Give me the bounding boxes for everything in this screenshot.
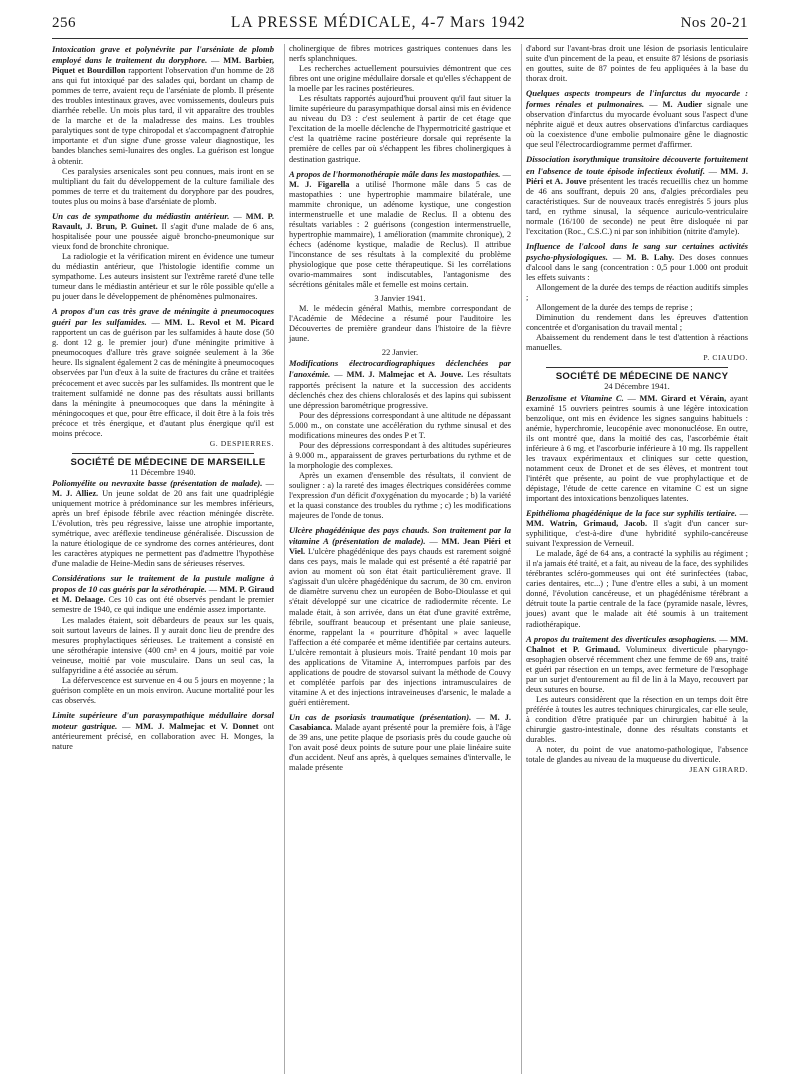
article-paragraph: La radiologie et la vérification mirent en évidence une tumeur du médiastin antérieur, que l'histologie identifie comme un sympathome. Les auteurs insistent sur l'extrême rareté d'une telle tumeur dans le médiastin antérieur et sur le rôle possible qu'elle a pu jouer dans le développement de phénomènes pulmonaires. <box>52 251 274 302</box>
article-paragraph: Un cas de sympathome du médiastin antérieur. — MM. P. Ravault, J. Brun, P. Guinet. Il s'agit d'une malade de 6 ans, hospitalisée pour une poussée aiguë broncho-pneumonique sur vieux fond de bronchite chronique. <box>52 210 274 251</box>
article-text: rapportent un cas de guérison par les sulfamides à haute dose (50 g. dont 12 g. le premier jour) d'une méningite primitive à pneumocoques d'allure très grave soignée seulement à la 36e heure. Ils signalent également 2 cas de méningite à pneumocoques observées par l'un d'eux à la suite de fractures du crâne et traitées précocement et avec succès par les sulfamides. Ils montrent que le traitement sulfamidé ne donne pas des résultats aussi brillants dans la méningite à pneumocoques que dans la méningite à méningocoques et que, pour être efficace, il doit être à la fois très précoce et très énergique, et d'autant plus énergique qu'il est moins précoce. <box>52 328 274 438</box>
article-authors: MM. J. Piéri et A. Jouve <box>526 166 748 186</box>
article-paragraph: Dissociation isorythmique transitoire découverte fortuitement en l'absence de toute épisode infectieux évolutif. — MM. J. Piéri et A. Jouve présentent les tracés recueillis chez un homme de 46 ans souffrant, depuis 20 ans, d'algies précordiales peu caractéristiques. Sur de nouveaux tracés enregistrés 5 jours plus tard, en rythme sinusal, la séquence auriculo-ventriculaire normale (16/100 de seconde) ne peut être disloquée ni par l'excitation (Roc., C.S.C.) ni par son inhibition (nitrite d'amyle). <box>526 154 748 236</box>
article-authors: MM. L. Revol et M. Picard <box>164 318 274 328</box>
article-paragraph: Limite supérieure d'un parasympathique médullaire dorsal moteur gastrique. — MM. J. Malmejac et V. Donnet ont antérieurement précisé, en collaboration avec H. Monges, la nature <box>52 709 274 752</box>
article-authors: M. Audier <box>662 100 703 110</box>
article-title: Ulcère phagédénique des pays chauds. Son traitement par la vitamine A (présentation de malade). <box>289 525 511 547</box>
article-text: rapportent l'observation d'un homme de 28 ans qui fut intoxiqué par des salades qui, bordant un champ de pommes de terre, avaient reçu de l'arséniate de plomb. Il présente des troubles intestinaux graves, avec vomissements, douleurs puis diarrhée rebelle. Un mois plus tard, il vit apparaître des troubles de la marche et de la maladresse des mains. Les troubles paralytiques sont de type chiropodal et s'accompagnent d'atrophie importante et d'un signe d'une grosse valeur diagnostique, les bandes blanches semi-lunaires des ongles. La guérison est longue à obtenir. <box>52 66 274 166</box>
header-rule <box>52 38 748 39</box>
article-paragraph: Influence de l'alcool dans le sang sur certaines activités psycho-physiologiques. — M. B. Lahy. Des doses connues d'alcool dans le sang (concentration : 0,5 pour 1.000 ont produit les effets suivants : <box>526 240 748 282</box>
article-paragraph: Benzolisme et Vitamine C. — MM. Girard et Vérain, ayant examiné 15 ouvriers peintres soumis à une légère intoxication benzolique, ont mis en évidence les signes sanguins habituels : anémie, hyperchromie, leucopénie avec mononucléose. En outre, ils ont montré que, dans la moitié des cas, l'ascorbémie était inférieure à 6 mg. et l'ascorburie inférieure à 10 mg. Ils rappellent les travaux expérimentaux et cliniques sur cette question, notamment ceux de Dronet et de ses élèves, et montrent tout l'intérêt que présente, au point de vue prophylactique et de dépistage, l'étude de cette carence en vitamine C est un signe important des intoxications benzoliques latentes. <box>526 392 748 503</box>
article-authors: MM. J. Malmejac et V. Donnet <box>135 722 259 731</box>
article-paragraph: M. le médecin général Mathis, membre correspondant de l'Académie de Médecine a résumé pour l'auditoire les Découvertes de première grandeur dans l'histoire de la fièvre jaune. <box>289 304 511 344</box>
article-title: Limite supérieure d'un parasympathique médullaire dorsal moteur gastrique. <box>52 709 274 731</box>
issue-number: Nos 20-21 <box>680 15 748 31</box>
article-text: a utilisé l'hormone mâle dans 5 cas de mastopathies : une hypertrophie mammaire bilatérale, une mammite chronique, un adénome kystique, une congestion intermenstruelle et une maladie de Reclus. Il a obtenu des résultats variables : 2 guérisons (congestion intermenstruelle, hypertrophie mammaire), 1 amélioration (mammite chronique), 2 échecs (adénome kystique, maladie de Reclus). Il attribue l'inconstance de ses résultats à la complexité du problème physiologique que pose cette thérapeutique. Si les corrélations ovario-mammaires sont indiscutables, l'antagonisme des sécrétions génitales mâle et femelle est moins certain. <box>289 179 511 290</box>
article-paragraph: Diminution du rendement dans les épreuves d'attention concentrée et d'organisation du travail mental ; <box>526 313 748 333</box>
section-title: SOCIÉTÉ DE MÉDECINE DE NANCY <box>555 371 729 383</box>
article-title: Epithélioma phagédénique de la face sur syphilis tertiaire. <box>526 508 737 519</box>
section-title: SOCIÉTÉ DE MÉDECINE DE MARSEILLE <box>70 456 266 468</box>
article-paragraph: A propos de l'hormonothérapie mâle dans les mastopathies. — M. J. Figarella a utilisé l'hormone mâle dans 5 cas de mastopathies : une hypertrophie mammaire bilatérale, une mammite chronique, un adénome kystique, une congestion intermenstruelle et une maladie de Reclus. Il a obtenu des résultats variables : 2 guérisons (congestion intermenstruelle, hypertrophie mammaire), 1 amélioration (mammite chronique), 2 échecs (adénome kystique, maladie de Reclus). Il attribue l'inconstance de ses résultats à la complexité du problème physiologique que pose cette thérapeutique. Si les corrélations ovario-mammaires sont indiscutables, l'antagonisme des sécrétions génitales mâle et femelle est moins certain. <box>289 168 511 290</box>
article-text: ayant examiné 15 ouvriers peintres soumis à une légère intoxication benzolique, ont mis en évidence les signes sanguins habituels : anémie, hyperchromie, leucopénie avec mononucléose. En outre, ils ont montré que, dans la moitié des cas, l'ascorbémie était inférieure à 6 mg. et l'ascorburie inférieure à 10 mg. Ils rappellent les travaux expérimentaux et cliniques sur cette question, notamment ceux de Dronet et de ses élèves, et montrent tout l'intérêt que présente, au point de vue prophylactique et de dépistage, l'étude de cette carence en vitamine C est un signe important des intoxications benzoliques latentes. <box>526 393 748 503</box>
article-paragraph: Les résultats rapportés aujourd'hui prouvent qu'il faut situer la limite supérieure du parasympathique dorsal ainsi mis en évidence au niveau du D3 : c'est seulement à partir de cet étage que l'excitation de la moelle déclenche de l'hypermotricité gastrique et c'est la quatrième racine postérieure dorsale qui représente la première de celles par où s'échappent les fibres cholinergiques à destination gastrique. <box>289 94 511 164</box>
article-paragraph: Quelques aspects trompeurs de l'infarctus du myocarde : formes rénales et pulmonaires. — M. Audier signale une observation d'infarctus du myocarde évoluant sous l'aspect d'une néphrite aiguë et deux autres observations d'infarctus cardiaques où la coexistence d'une embolie pulmonaire gêne le diagnostic que seul l'électrocardiogramme permet d'affirmer. <box>526 88 748 150</box>
article-title: Un cas de sympathome du médiastin antérieur. <box>52 210 230 221</box>
article-paragraph: Pour des dépressions correspondant à une altitude ne dépassant 5.000 m., on constate une accélération du rythme sinusal et des modifications mineures des ondes P et T. <box>289 410 511 440</box>
article-authors: MM. Jean Piéri et Viel. <box>289 537 511 557</box>
article-title: A propos de l'hormonothérapie mâle dans les mastopathies. <box>289 168 501 179</box>
article-title: Quelques aspects trompeurs de l'infarctus du myocarde : formes rénales et pulmonaires. <box>526 88 748 110</box>
article-text: Il s'agit d'une malade de 6 ans, hospitalisée pour une poussée aiguë broncho-pneumonique sur vieux fond de bronchite chronique. <box>52 221 274 251</box>
article-paragraph: Intoxication grave et polynévrite par l'arséniate de plomb employé dans le traitement du doryphore. — MM. Barbier, Piquet et Bourdillon rapportent l'observation d'un homme de 28 ans qui fut intoxiqué par des salades qui, bordant un champ de pommes de terre, avaient reçu de l'arséniate de plomb. Il présente des troubles intestinaux graves, avec vomissements, douleurs puis diarrhée rebelle. Un mois plus tard, il vit apparaître des troubles de la marche et de la maladresse des mains. Les troubles paralytiques sont de type chiropodal et s'accompagnent d'atrophie importante et d'un signe d'une grosse valeur diagnostique, les bandes blanches semi-lunaires des ongles. La guérison est longue à obtenir. <box>52 44 274 166</box>
article-paragraph: La défervescence est survenue en 4 ou 5 jours en moyenne ; la guérison complète en un mois environ. Aucune mortalité pour les cas observés. <box>52 675 274 705</box>
article-paragraph: Un cas de psoriasis traumatique (présentation). — M. J. Casabianca. Malade ayant présenté pour la première fois, à l'âge de 39 ans, une petite plaque de psoriasis près du coude gauche où l'on avait posé deux points de suture pour une plaie linéaire suite d'un accident. Neuf ans après, à quelques semaines d'intervalle, le malade présente <box>289 712 511 773</box>
article-text: L'ulcère phagédénique des pays chauds est rarement soigné dans ces pays, mais le malade qui est présenté a été rapatrié par avion au moment où son état était particulièrement grave. Il s'agissait d'un ulcère phagédénique du sacrum, de 30 cm. environ de diamètre survenu chez un européen de Bobo-Dioulasse et qui s'était développé sur une cicatrice de radiodermite récente. Le malade était, à son arrivée, dans un état d'une gravité extrême, fébrile, souffrant beaucoup et présentant une plaie sanieuse, énorme, rappelant la « pourriture d'hôpital » avec laquelle l'affection a été comparée et même identifiée par certains auteurs. L'ulcère remontait à plusieurs mois. Traité pendant 10 mois par des applications de Vitamine A, interrompues parfois par des applications de poudre de stovarsol suivant la méthode de Couvy et complétée parfois par des injections intramusculaires de vitamine A et des injections intraveineuses d'arsenic, le malade a guéri entièrement. <box>289 547 511 707</box>
article-paragraph: Les auteurs considèrent que la résection en un temps doit être préférée à toutes les autres techniques chirurgicales, car elle seule, à condition d'être pratiquée par un chirurgien habitué à la chirurgie gastro-intestinale, donne des résultats constants et durables. <box>526 694 748 745</box>
section-divider <box>546 367 728 368</box>
article-paragraph: Considérations sur le traitement de la pustule maligne à propos de 10 cas guéris par la sérothérapie. — MM. P. Giraud et M. Delaage. Ces 10 cas ont été observés pendant le premier semestre de 1940, ce qui indique une endémie assez importante. <box>52 573 274 615</box>
session-date: 24 Décembre 1941. <box>604 382 670 392</box>
page-header <box>52 14 748 36</box>
article-authors: M. J. Casabianca. <box>289 713 511 733</box>
article-title: Un cas de psoriasis traumatique (présentation). <box>289 712 472 722</box>
journal-title: LA PRESSE MÉDICALE, <box>230 14 417 31</box>
article-columns <box>52 44 748 1074</box>
article-paragraph: Modifications électrocardiographiques déclenchées par l'anoxémie. — MM. J. Malmejac et A. Jouve. Les résultats rapportés précisent la nature et la succession des accidents déclenchés chez des chiens chloralosés et des lapins qui subissent une dépression barométrique progressive. <box>289 358 511 410</box>
article-paragraph: Le malade, âgé de 64 ans, a contracté la syphilis au régiment ; il n'a jamais été traité, et a fait, au niveau de la face, des syphilides térébrantes scléro-gommeuses qui ont été surinfectées (tabac, caries dentaires, etc...) ; l'une d'entre elles a subi, à un moment donné, l'évolution cancéreuse, et un phagédénisme térébrant a détruit toute la partie centrale de la face (pyramide nasale, lèvres, joues) avant que le malade ait été soumis à un traitement radiothérapique. <box>526 549 748 629</box>
article-text: signale une observation d'infarctus du myocarde évoluant sous l'aspect d'une néphrite aiguë et deux autres observations d'infarctus cardiaques où la coexistence d'une embolie pulmonaire gêne le diagnostic que seul l'électrocardiogramme permet d'affirmer. <box>526 100 748 150</box>
article-paragraph: A propos d'un cas très grave de méningite à pneumocoques guéri par les sulfamides. — MM. L. Revol et M. Picard rapportent un cas de guérison par les sulfamides à haute dose (50 g. dont 12 g. le premier jour) d'une méningite primitive à pneumocoques d'allure très grave soignée seulement à la 36e heure. Ils signalent également 2 cas de méningite à pneumocoques observées par l'un d'eux à la suite de fractures du crâne et traitées précocement et avec succès par les sulfamides. Ils montrent que le traitement sulfamidé ne donne pas des résultats aussi brillants dans la méningite à pneumocoques que dans la méningite à méningocoques et que, pour être efficace, il doit être à la fois très précoce et très énergique, et d'autant plus énergique qu'il est moins précoce. <box>52 306 274 438</box>
article-paragraph: cholinergique de fibres motrices gastriques contenues dans les nerfs splanchniques. <box>289 44 511 64</box>
session-date: 3 Janvier 1941. <box>374 294 426 304</box>
article-title: Benzolisme et Vitamine C. <box>526 392 624 403</box>
article-title: Influence de l'alcool dans le sang sur certaines activités psycho-physiologiques. <box>526 240 748 262</box>
article-paragraph: Après un examen d'ensemble des résultats, il convient de souligner : a) la rareté des images électriques considérées comme l'expression d'un déficit d'oxygénation du myocarde ; b) la variété et la quasi constance des troubles du rythme ; c) les modifications majeures de l'onde de tonus. <box>289 470 511 521</box>
column-3 <box>521 44 748 1074</box>
article-authors: MM. P. Ravault, J. Brun, P. Guinet. <box>52 211 274 231</box>
article-title: A propos du traitement des diverticules œsophagiens. <box>526 633 717 644</box>
article-title: Modifications électrocardiographiques déclenchées par l'anoxémie. <box>289 358 511 380</box>
article-paragraph: Ulcère phagédénique des pays chauds. Son traitement par la vitamine A (présentation de malade). — MM. Jean Piéri et Viel. L'ulcère phagédénique des pays chauds est rarement soigné dans ces pays, mais le malade qui est présenté a été rapatrié par avion au moment où son état était particulièrement grave. Il s'agissait d'un ulcère phagédénique du sacrum, de 30 cm. environ de diamètre survenu chez un européen de Bobo-Dioulasse et qui s'était développé sur une cicatrice de radiodermite récente. Le malade était, à son arrivée, dans un état d'une gravité extrême, fébrile, souffrant beaucoup et présentant une plaie sanieuse, énorme, rappelant la « pourriture d'hôpital » avec laquelle l'affection a été comparée et même identifiée par certains auteurs. L'ulcère remontait à plusieurs mois. Traité pendant 10 mois par des applications de Vitamine A, interrompues parfois par des applications de poudre de stovarsol suivant la méthode de Couvy et complétée parfois par des injections intramusculaires de vitamine A et des injections intraveineuses d'arsenic, le malade a guéri entièrement. <box>289 525 511 707</box>
article-authors: MM. Watrin, Grimaud, Jacob. <box>526 519 648 529</box>
article-authors: MM. Chalnot et P. Grimaud. <box>526 634 748 654</box>
signature: G. DESPIERRES. <box>209 438 274 448</box>
article-text: présentent les tracés recueillis chez un homme de 46 ans souffrant, depuis 20 ans, d'algies précordiales peu caractéristiques. Sur de nouveaux tracés enregistrés 5 jours plus tard, en rythme sinusal, la séquence auriculo-ventriculaire normale (16/100 de seconde) ne peut être disloquée ni par l'excitation (Roc., C.S.C.) ni par son inhibition (nitrite d'amyle). <box>526 176 748 236</box>
issue-date: 4-7 Mars 1942 <box>421 14 526 31</box>
article-paragraph: Abaissement du rendement dans le test d'attention à réactions manuelles. <box>526 333 748 353</box>
article-paragraph: A propos du traitement des diverticules œsophagiens. — MM. Chalnot et P. Grimaud. Volumineux diverticule pharyngo-œsophagien observé récemment chez une femme de 69 ans, traité et guéri par résection en un temps, avec fermeture de l'œsophage par un surjet d'entourement au fil de lin à la Mayo, recouvert par deux sutures en bourse. <box>526 633 748 694</box>
article-authors: MM. Girard et Vérain, <box>639 393 727 403</box>
article-authors: MM. J. Malmejac et A. Jouve. <box>346 370 464 380</box>
article-authors: M. J. Figarella <box>289 179 350 189</box>
article-text: Des doses connues d'alcool dans le sang (concentration : 0,5 pour 1.000 ont produit les effets suivants : <box>526 252 748 282</box>
article-paragraph: Poliomyélite ou nevraxite basse (présentation de malade). — M. J. Alliez. Un jeune soldat de 20 ans fait une quadriplégie uniquement motrice à prédominance sur les membres inférieurs, après un bref épisode fébrile avec réaction méningée discrète. L'évolution, très peu régressive, laisse une atrophie importante, symétrique, avec aréflexie tendineuse généralisée. Discussion de la nature étiologique de ce syndrome des cornes antérieures, dont les caractères atypiques ne permettent pas d'admettre l'hypothèse d'une maladie de Heine-Medin sans de sérieuses réserves. <box>52 477 274 569</box>
article-authors: MM. Barbier, Piquet et Bourdillon <box>52 56 274 76</box>
article-paragraph: Ces paralysies arsenicales sont peu connues, mais iront en se multipliant du fait du développement de la culture familiale des pommes de terre et du traitement du doryphore par des poudres, toutes plus ou moins à base d'arséniate de plomb. <box>52 166 274 206</box>
column-1 <box>52 44 274 1074</box>
journal-header <box>231 14 526 32</box>
article-paragraph: Pour des dépressions correspondant à des altitudes supérieures à 9.000 m., apparaissent de graves perturbations du rythme et de la morphologie des complexes. <box>289 440 511 470</box>
section-divider <box>72 453 254 454</box>
session-date: 11 Décembre 1940. <box>130 467 196 477</box>
session-date: 22 Janvier. <box>381 348 419 358</box>
article-paragraph: Epithélioma phagédénique de la face sur syphilis tertiaire. — MM. Watrin, Grimaud, Jacob. Il s'agit d'un cancer sur-syphilitique, c'est-à-dire d'une hybridité syphilo-cancéreuse suivant l'expression de Verneuil. <box>526 508 748 549</box>
article-text: ont antérieurement précisé, en collaboration avec H. Monges, la nature <box>52 722 274 752</box>
signature: P. CIAUDO. <box>703 353 748 363</box>
signature: JEAN GIRARD. <box>689 765 748 775</box>
article-paragraph: d'abord sur l'avant-bras droit une lésion de psoriasis lenticulaire suite d'un pincement de la peau, et ensuite 87 lésions de psoriasis en gouttes, suite de 87 pointes de feu appliquées à la base du thorax droit. <box>526 44 748 84</box>
article-title: A propos d'un cas très grave de méningite à pneumocoques guéri par les sulfamides. <box>52 306 274 328</box>
article-text: Volumineux diverticule pharyngo-œsophagien observé récemment chez une femme de 69 ans, traité et guéri par résection en un temps, avec fermeture de l'œsophage par un surjet d'entourement au fil de lin à la Mayo, recouvert par deux sutures en bourse. <box>526 644 748 694</box>
article-title: Intoxication grave et polynévrite par l'arséniate de plomb employé dans le traitement du doryphore. <box>52 44 274 66</box>
article-title: Poliomyélite ou nevraxite basse (présentation de malade). <box>52 477 263 488</box>
article-text: Les résultats rapportés précisent la nature et la succession des accidents déclenchés chez des chiens chloralosés et des lapins qui subissent une dépression barométrique progressive. <box>289 370 511 410</box>
page-number: 256 <box>52 15 76 31</box>
article-text: Un jeune soldat de 20 ans fait une quadriplégie uniquement motrice à prédominance sur les membres inférieurs, après un bref épisode fébrile avec réaction méningée discrète. L'évolution, très peu régressive, laisse une atrophie importante, symétrique, avec aréflexie tendineuse généralisée. Discussion de la nature étiologique de ce syndrome des cornes antérieures, dont les caractères atypiques ne permettent pas d'admettre l'hypothèse d'une maladie de Heine-Medin sans de sérieuses réserves. <box>52 488 274 569</box>
article-paragraph: A noter, du point de vue anatomo-pathologique, l'absence totale de glandes au niveau de la muqueuse du diverticule. <box>526 745 748 765</box>
article-paragraph: Allongement de la durée des temps de reprise ; <box>536 303 693 313</box>
article-paragraph: Les malades étaient, soit débardeurs de peaux sur les quais, soit surtout laveurs de laines. Il y aurait donc lieu de prendre des mesures prophylactiques sérieuses. Le traitement a consisté en une sérothérapie intensive (400 cm³ en 4 jours, moitié par voie veineuse, moitié par voie musculaire. Dans un seul cas, la sulfapyridine a été associée au sérum. <box>52 615 274 675</box>
article-authors: M. B. Lahy. <box>626 252 675 262</box>
article-title: Dissociation isorythmique transitoire découverte fortuitement en l'absence de toute épisode infectieux évolutif. <box>526 154 748 176</box>
article-text: Il s'agit d'un cancer sur-syphilitique, c'est-à-dire d'une hybridité syphilo-cancéreuse suivant l'expression de Verneuil. <box>526 519 748 549</box>
article-text: Malade ayant présenté pour la première fois, à l'âge de 39 ans, une petite plaque de psoriasis près du coude gauche où l'on avait posé deux points de suture pour une plaie linéaire suite d'un accident. Neuf ans après, à quelques semaines d'intervalle, le malade présente <box>289 723 511 773</box>
article-title: Considérations sur le traitement de la pustule maligne à propos de 10 cas guéris par la sérothérapie. <box>52 573 274 595</box>
article-paragraph: Les recherches actuellement poursuivies démontrent que ces fibres ont une origine médullaire dorsale et qu'elles s'échappent de la moelle par les racines postérieures. <box>289 64 511 94</box>
article-paragraph: Allongement de la durée des temps de réaction auditifs simples ; <box>526 283 748 303</box>
column-2 <box>284 44 511 1074</box>
article-authors: M. J. Alliez. <box>52 488 99 498</box>
article-text: Ces 10 cas ont été observés pendant le premier semestre de 1940, ce qui indique une endémie assez importante. <box>52 595 274 615</box>
article-authors: MM. P. Giraud et M. Delaage. <box>52 585 274 605</box>
